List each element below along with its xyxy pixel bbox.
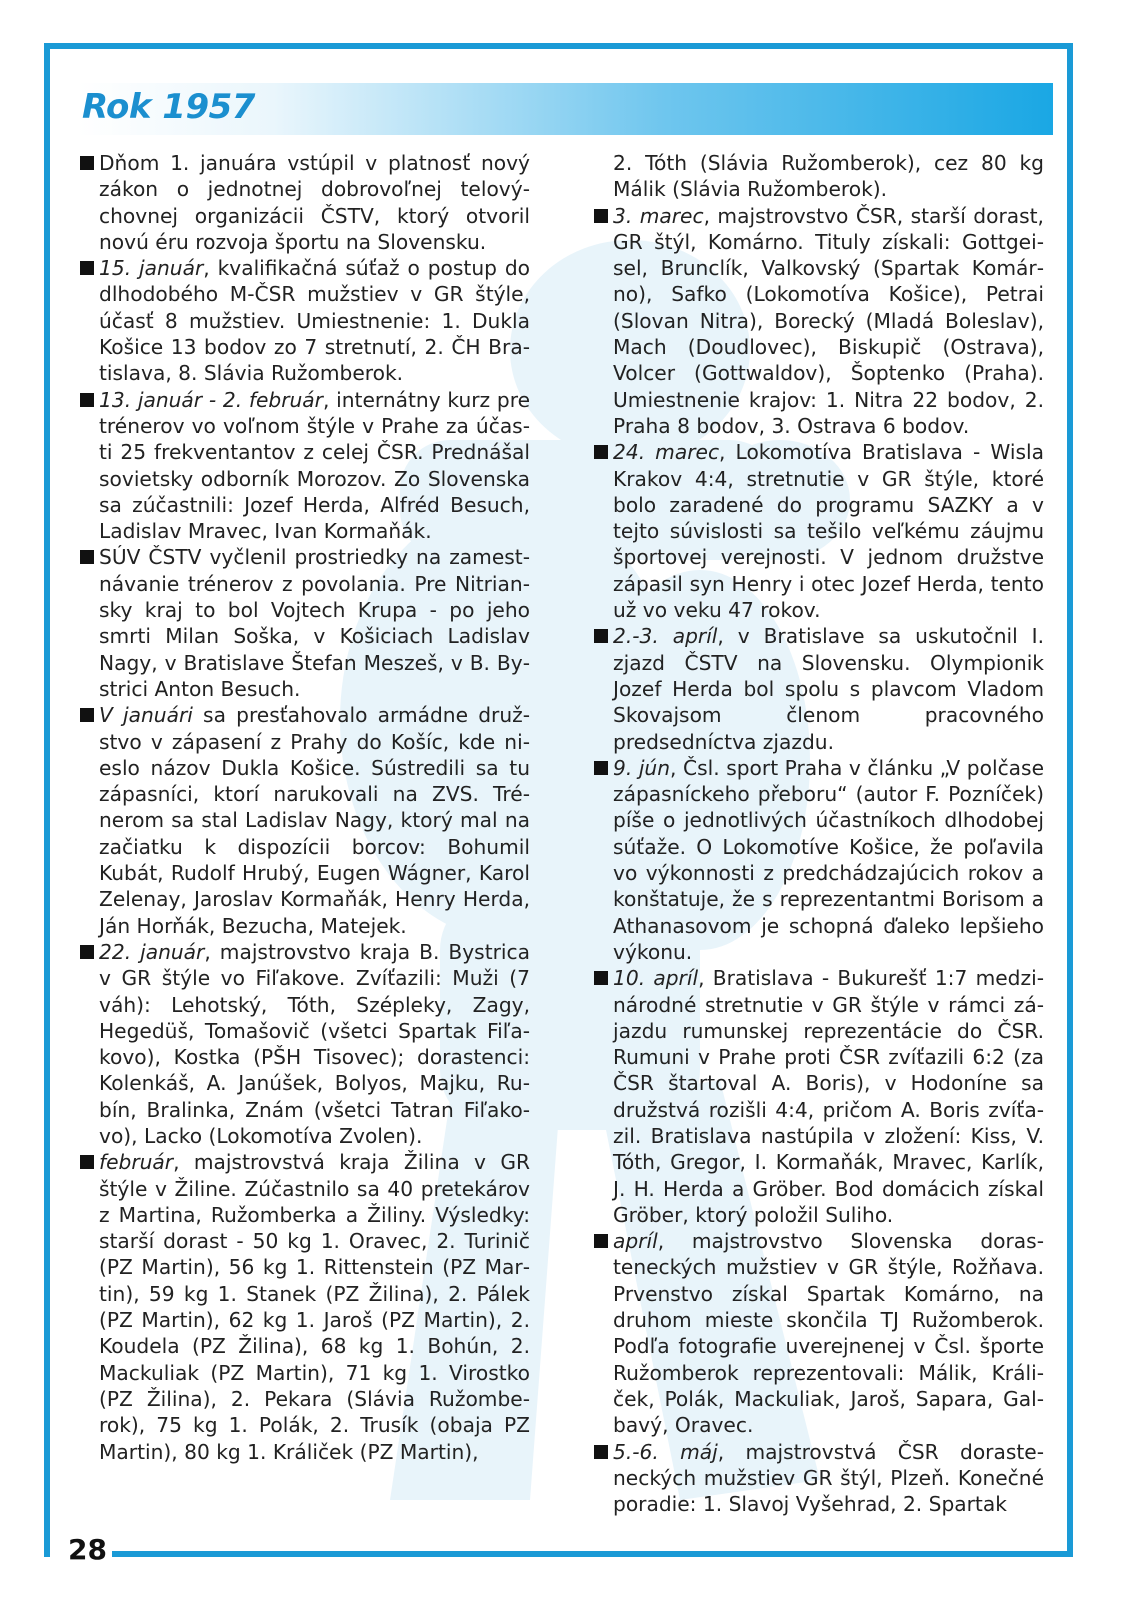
- bullet-icon: [594, 1234, 608, 1248]
- bullet-icon: [80, 550, 94, 564]
- entry: [594, 623, 1044, 754]
- bullet-icon: [594, 761, 608, 775]
- bullet-icon: [594, 1445, 608, 1459]
- entry: [594, 203, 1044, 440]
- entry-text: , kvalifikačná súťaž o postup do dlhodobého M-ČSR mužstiev v GR štýle, účasť 8 mužstiev. Umiestnenie: 1. Dukla Košice 13 bodov zo 7 stretnutí, 2. ČH Bratislava, 8. Slávia Ružomberok.: [99, 256, 530, 386]
- bullet-icon: [80, 261, 94, 275]
- entry-date: február: [99, 1150, 174, 1175]
- page-frame-right: [1067, 43, 1073, 1557]
- entry-text: , Čsl. sport Praha v článku „V polčase zápasníckeho přeboru“ (autor F. Pozníček) píše o jednotlivých účastníkoch dlhodobej súťaže. O Lokomotíve Košice, že poľavila vo výkonnosti z predchádzajúcich rokov a konštatuje, že s reprezentantmi Borisom a Athanasovom je schopná ďaleko lepšieho výkonu.: [613, 755, 1044, 964]
- title-bar: [78, 83, 1053, 135]
- page-number: 28: [68, 1533, 107, 1566]
- bullet-icon: [80, 156, 94, 170]
- entry-date: 24. marec: [613, 440, 720, 465]
- entry: [80, 1149, 530, 1465]
- entry-date: 5.-6. máj: [613, 1439, 718, 1464]
- bullet-icon: [594, 445, 608, 459]
- entry-date: 10. apríl: [613, 966, 699, 991]
- entry-text: SÚV ČSTV vyčlenil prostriedky na zamestnávanie trénerov z povolania. Pre Nitriansky kraj to bol Vojtech Krupa - po jeho smrti Milan Soška, v Košiciach Ladislav Nagy, v Bratislave Štefan Meszeš, v B. Bystrici Anton Besuch.: [99, 545, 530, 701]
- entry-date: 9. jún: [613, 755, 671, 780]
- page-frame-top: [44, 43, 1073, 49]
- entry-text: , majstrovstvo ČSR, starší dorast, GR štýl, Komárno. Tituly získali: Gottgeisel, Brunclík, Valkovský (Spartak Komárno), Safko (Lokomotíva Košice), Petrai (Slovan Nitra), Borecký (Mladá Boleslav), Mach (Doudlovec), Biskupič (Ostrava), Volcer (Gottwaldov), Šoptenko (Praha). Umiestnenie krajov: 1. Nitra 22 bodov, 2. Praha 8 bodov, 3. Ostrava 6 bodov.: [613, 203, 1044, 438]
- entry-text: , v Bratislave sa uskutočnil I. zjazd ČSTV na Slovensku. Olympionik Jozef Herda bol spolu s plavcom Vladom Skovajsom členom pracovného predsedníctva zjazdu.: [613, 624, 1045, 754]
- bullet-icon: [594, 971, 608, 985]
- entry-date: 3. marec: [613, 203, 704, 228]
- bullet-icon: [80, 708, 94, 722]
- page-frame-bottom: [112, 1551, 1073, 1557]
- entry: [80, 939, 530, 1149]
- bullet-icon: [80, 945, 94, 959]
- entry: [594, 1439, 1044, 1518]
- page-frame-left: [44, 43, 50, 1557]
- entry: [594, 965, 1044, 1228]
- entry-date: 13. január - 2. február: [99, 387, 323, 412]
- entry-date: 2.-3. apríl: [613, 624, 718, 649]
- bullet-icon: [80, 393, 94, 407]
- entry-text: , majstrovstvo kraja B. Bystrica v GR štýle vo Fiľakove. Zvíťazili: Muži (7 váh): Lehotský, Tóth, Szépleky, Zagy, Hegedüš, Tomašovič (všetci Spartak Fiľakovo), Kostka (PŠH Tisovec); dorastenci: Kolenkáš, A. Janúšek, Bolyos, Majku, Rubín, Bralinka, Znám (všetci Tatran Fiľakovo), Lacko (Lokomotíva Zvolen).: [99, 939, 530, 1148]
- entry: [80, 150, 530, 255]
- entry: [80, 544, 530, 702]
- entry-date: V januári: [99, 703, 193, 728]
- left-column: [80, 150, 530, 1465]
- bullet-icon: [594, 209, 608, 223]
- entry-text: , Lokomotíva Bratislava - Wisla Krakov 4:4, stretnutie v GR štýle, ktoré bolo zaradené do programu SAZKY a v tejto súvislosti sa tešilo veľkému záujmu športovej verejnosti. V jednom družstve zápasil syn Henry i otec Jozef Herda, tento už vo veku 47 rokov.: [613, 440, 1044, 623]
- bullet-icon: [80, 1155, 94, 1169]
- entry-text: , majstrovstvo Slovenska dorasteneckých mužstiev v GR štýle, Rožňava. Prvenstvo získal Spartak Komárno, na druhom mieste skončila TJ Ružomberok. Podľa fotografie uverejnenej v Čsl. športe Ružomberok reprezentovali: Málik, Králiček, Polák, Mackuliak, Jaroš, Sapara, Galbavý, Oravec.: [613, 1229, 1044, 1438]
- entry: [594, 755, 1044, 965]
- bullet-icon: [594, 629, 608, 643]
- page-title: Rok 1957: [82, 87, 255, 127]
- entry-text: , internátny kurz pre trénerov vo voľnom štýle v Prahe za účasti 25 frekventantov z celej ČSR. Prednášal sovietsky odborník Morozov. Zo Slovenska sa zúčastnili: Jozef Herda, Alfréd Besuch, Ladislav Mravec, Ivan Kormaňák.: [99, 387, 530, 544]
- entry-date: 22. január: [99, 939, 205, 964]
- entry: [594, 1228, 1044, 1438]
- entry-date: 15. január: [99, 256, 204, 281]
- entry: [80, 702, 530, 939]
- entry-text: sa presťahovalo armádne družstvo v zápasení z Prahy do Košíc, kde nieslo názov Dukla Košice. Sústredili sa tu zápasníci, ktorí narukovali na ZVS. Trénerom sa stal Ladislav Nagy, ktorý mal na začiatku k dispozícii borcov: Bohumil Kubát, Rudolf Hrubý, Eugen Wágner, Karol Zelenay, Jaroslav Kormaňák, Henry Herda, Ján Horňák, Bezucha, Matejek.: [99, 703, 531, 938]
- entry-text: , Bratislava - Bukurešť 1:7 medzinárodné stretnutie v GR štýle v rámci zájazdu rumunskej reprezentácie do ČSR. Rumuni v Prahe proti ČSR zvíťazili 6:2 (za ČSR štartoval A. Boris), v Hodoníne sa družstvá rozišli 4:4, pričom A. Boris zvíťazil. Bratislava nastúpila v zložení: Kiss, V. Tóth, Gregor, I. Kormaňák, Mravec, Karlík, J. H. Herda a Gröber. Bod domácich získal Gröber, ktorý položil Suliho.: [613, 966, 1044, 1227]
- entry-text: , majstrovstvá ČSR dorasteneckých mužstiev GR štýl, Plzeň. Konečné poradie: 1. Slavoj Vyšehrad, 2. Spartak: [613, 1439, 1044, 1517]
- continuation-text: 2. Tóth (Slávia Ružomberok), cez 80 kg Málik (Slávia Ružomberok).: [613, 151, 1044, 202]
- entry-text: Dňom 1. januára vstúpil v platnosť nový zákon o jednotnej dobrovoľnej telovýchovnej organizácii ČSTV, ktorý otvoril novú éru rozvoja športu na Slovensku.: [99, 151, 530, 254]
- entry-date: apríl: [613, 1229, 658, 1254]
- entry: [80, 255, 530, 386]
- right-column: [594, 150, 1044, 1517]
- entry-text: , majstrovstvá kraja Žilina v GR štýle v Žiline. Zúčastnilo sa 40 pretekárov z Martina, Ružomberka a Žiliny. Výsledky: starší dorast - 50 kg 1. Oravec, 2. Turinič (PZ Martin), 56 kg 1. Rittenstein (PZ Martin), 59 kg 1. Stanek (PZ Žilina), 2. Pálek (PZ Martin), 62 kg 1. Jaroš (PZ Martin), 2. Koudela (PZ Žilina), 68 kg 1. Bohún, 2. Mackuliak (PZ Martin), 71 kg 1. Virostko (PZ Žilina), 2. Pekara (Slávia Ružomberok), 75 kg 1. Polák, 2. Trusík (obaja PZ Martin), 80 kg 1. Králiček (PZ Martin),: [99, 1150, 530, 1464]
- entry: [80, 387, 530, 545]
- entry: [594, 439, 1044, 623]
